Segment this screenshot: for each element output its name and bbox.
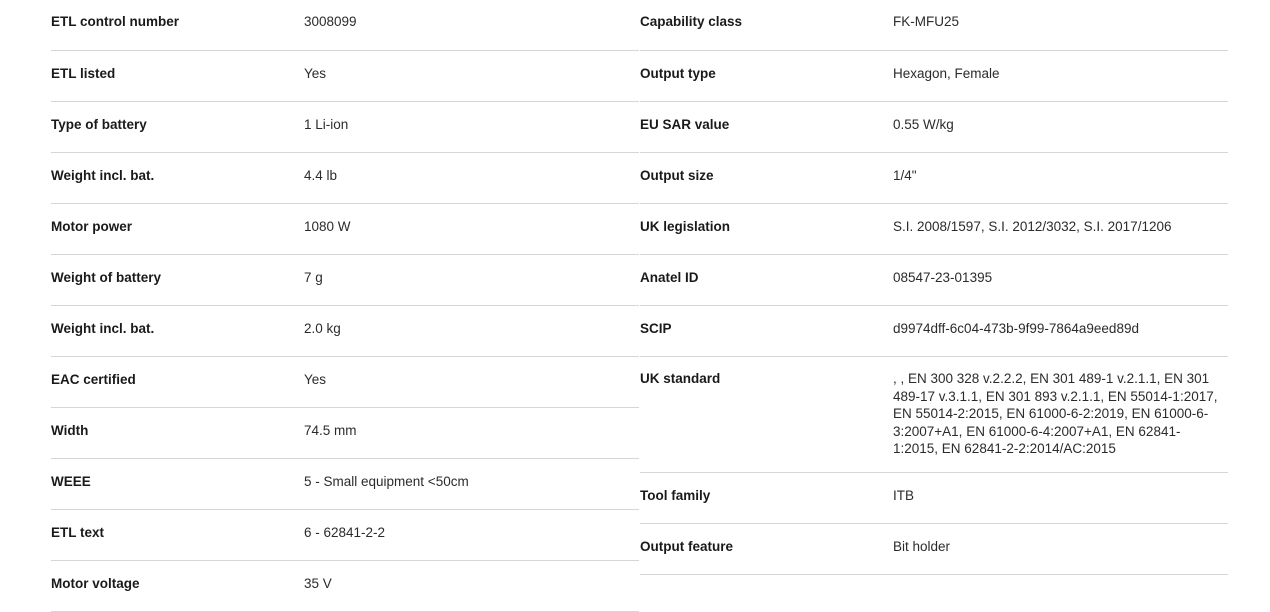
spec-label: Weight of battery	[51, 270, 162, 285]
table-row	[51, 204, 639, 255]
spec-value: 6 - 62841-2-2	[304, 525, 386, 540]
spec-label: Output feature	[640, 538, 733, 554]
spec-value: Bit holder	[893, 538, 951, 554]
spec-label: EAC certified	[51, 372, 136, 387]
spec-label: Tool family	[640, 487, 711, 503]
spec-value: 4.4 lb	[304, 168, 338, 183]
table-row	[640, 102, 1228, 153]
table-row	[640, 51, 1228, 102]
table-row	[640, 357, 1228, 473]
spec-value: Yes	[304, 372, 327, 387]
spec-label: Type of battery	[51, 117, 147, 132]
spec-label: Motor voltage	[51, 576, 140, 591]
spec-value: , , EN 300 328 v.2.2.2, EN 301 489-1 v.2.1.1, EN 301 489-17 v.3.1.1, EN 301 893 v.2.1.1, EN 55014-1:2017, EN 55014-2:2015, EN 61000-6-2:2019, EN 61000-6-3:2007+A1, EN 61000-6-4:2007+A1, EN 62841-1:2015, EN 62841-2-2:2014/AC:2015	[893, 371, 1218, 456]
spec-value: 5 - Small equipment <50cm	[304, 474, 469, 489]
spec-label: ETL listed	[51, 66, 116, 81]
spec-value: 2.0 kg	[304, 321, 341, 336]
table-row	[640, 524, 1228, 575]
spec-label: Width	[51, 423, 89, 438]
spec-label: WEEE	[51, 474, 91, 489]
spec-label: Output type	[640, 66, 716, 81]
table-row	[51, 408, 639, 459]
spec-value: ITB	[893, 487, 915, 503]
table-row	[51, 153, 639, 204]
table-row	[51, 459, 639, 510]
spec-label: Motor power	[51, 219, 132, 234]
table-row	[51, 561, 639, 612]
spec-value: 74.5 mm	[304, 423, 357, 438]
spec-value: 1 Li-ion	[304, 117, 349, 132]
spec-value: 08547-23-01395	[893, 270, 993, 285]
spec-value: 1080 W	[304, 219, 351, 234]
spec-value: FK-MFU25	[893, 14, 960, 29]
spec-label: UK standard	[640, 371, 721, 386]
spec-label: Capability class	[640, 14, 743, 29]
spec-value: 1/4"	[893, 168, 917, 183]
spec-value: 35 V	[304, 576, 332, 591]
spec-value: d9974dff-6c04-473b-9f99-7864a9eed89d	[893, 321, 1139, 336]
spec-value: 0.55 W/kg	[893, 117, 954, 132]
table-row	[51, 0, 639, 51]
table-row	[51, 357, 639, 408]
table-row	[51, 306, 639, 357]
table-row	[640, 255, 1228, 306]
spec-label: SCIP	[640, 321, 672, 336]
spec-label: UK legislation	[640, 219, 731, 234]
spec-label: Weight incl. bat.	[51, 321, 155, 336]
table-row	[51, 510, 639, 561]
table-row	[640, 0, 1228, 51]
spec-value: S.I. 2008/1597, S.I. 2012/3032, S.I. 2017/1206	[893, 219, 1172, 234]
spec-value: Hexagon, Female	[893, 66, 1000, 81]
table-row	[640, 473, 1228, 524]
spec-value: 7 g	[304, 270, 323, 285]
table-row	[640, 306, 1228, 357]
spec-value: Yes	[304, 66, 327, 81]
table-row	[51, 102, 639, 153]
spec-label: Output size	[640, 168, 714, 183]
table-row	[640, 204, 1228, 255]
spec-label: ETL text	[51, 525, 105, 540]
spec-label: Weight incl. bat.	[51, 168, 155, 183]
table-row	[51, 255, 639, 306]
table-row	[51, 51, 639, 102]
spec-value: 3008099	[304, 14, 357, 29]
specification-column-right	[640, 0, 1228, 612]
spec-label: ETL control number	[51, 14, 180, 29]
spec-label: EU SAR value	[640, 117, 730, 132]
specification-column-left	[51, 0, 639, 612]
table-row	[640, 153, 1228, 204]
spec-label: Anatel ID	[640, 270, 699, 285]
